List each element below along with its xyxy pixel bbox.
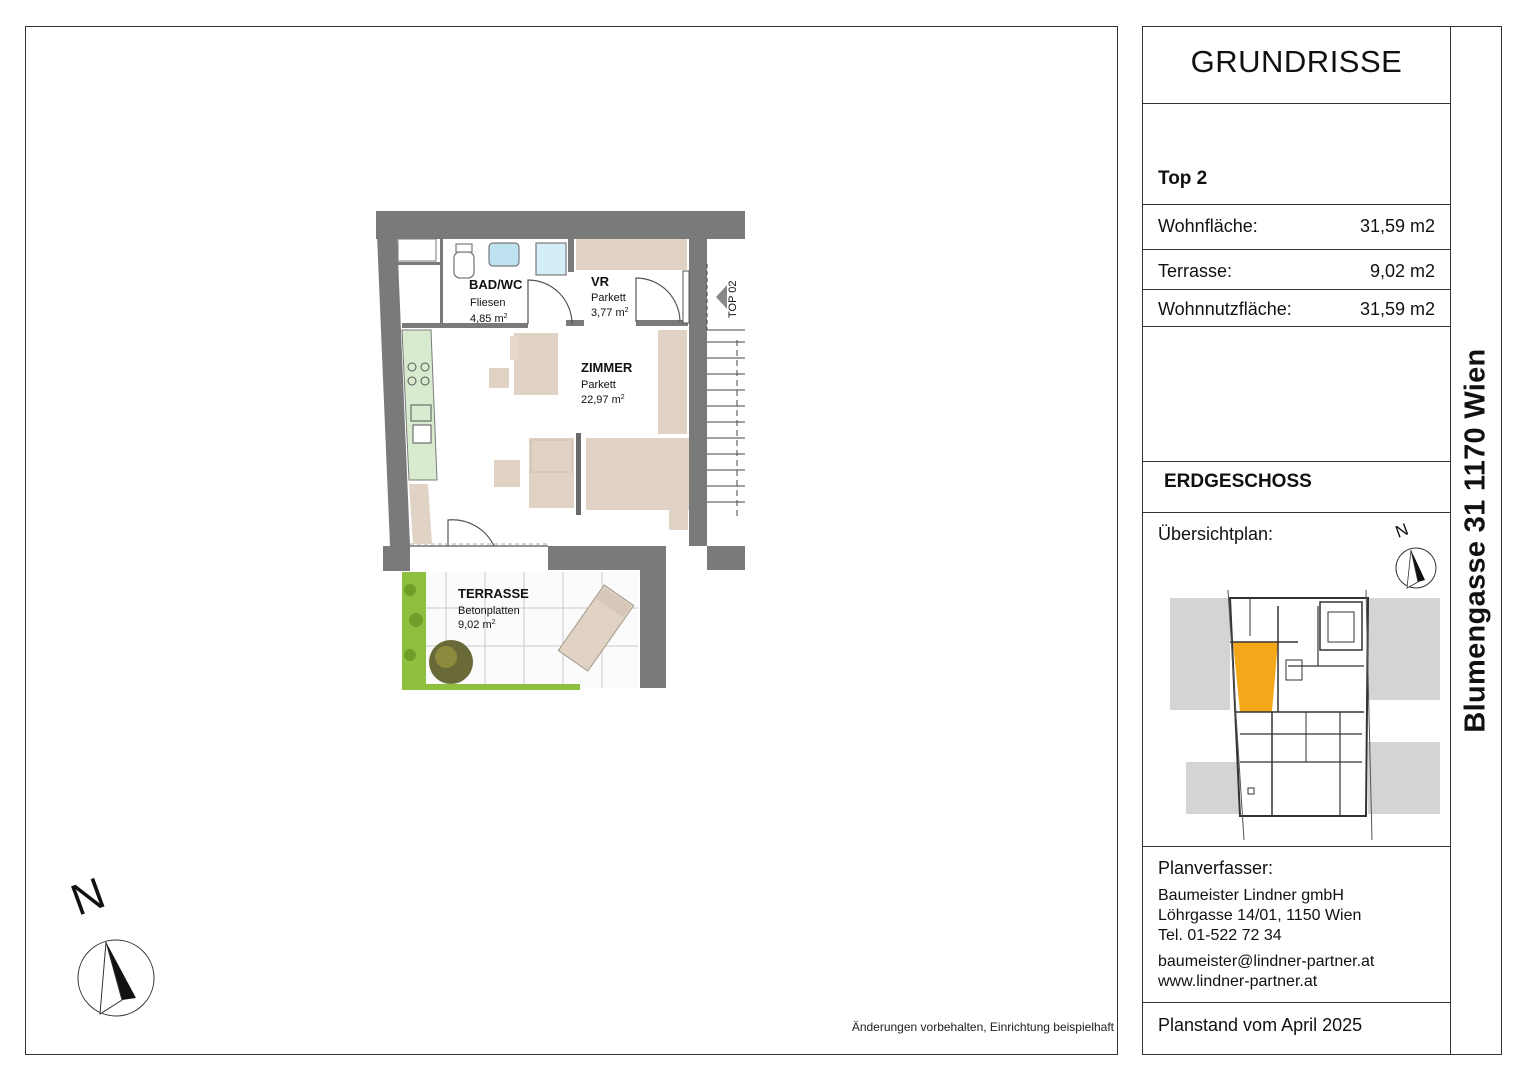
overview-plan — [1168, 516, 1444, 840]
door-terrace — [448, 520, 494, 546]
wardrobe — [576, 239, 687, 270]
wohnflaeche-label: Wohnfläche: — [1158, 216, 1258, 236]
address-label: Blumengasse 31 1170 Wien — [1459, 347, 1492, 733]
author-company: Baumeister Lindner gmbH — [1158, 887, 1344, 904]
author-heading: Planverfasser: — [1158, 858, 1274, 878]
room-wardrobe — [658, 330, 687, 434]
overview-highlight — [1233, 642, 1278, 712]
overview-north-label: N — [1392, 519, 1411, 542]
room-area-zimmer: 22,97 $m^2$ — [581, 394, 625, 406]
wall-right — [689, 239, 707, 546]
room-area-terrasse: 9,02 $m^2$ — [458, 619, 496, 631]
plan-date: Planstand vom April 2025 — [1158, 1015, 1363, 1035]
unit-label: Top 2 — [1158, 168, 1208, 189]
room-label-zimmer: ZIMMER — [581, 360, 633, 375]
wc-icon — [454, 252, 474, 278]
wohnnutzflaeche-label: Wohnnutzfläche: — [1158, 299, 1292, 319]
sofa — [529, 438, 574, 508]
author-website[interactable]: www.lindner-partner.at — [1158, 973, 1318, 990]
author-email[interactable]: baumeister@lindner-partner.at — [1158, 953, 1375, 970]
wall-top — [376, 211, 745, 239]
terrasse-value: 9,02 m2 — [1369, 261, 1435, 281]
shower-icon — [536, 243, 566, 275]
sink-icon — [489, 243, 519, 266]
room-floor-terrasse: Betonplatten — [458, 605, 520, 617]
wall-terrace — [640, 546, 666, 688]
author-address: Löhrgasse 14/01, 1150 Wien — [1158, 907, 1362, 924]
page-title: GRUNDRISSE — [1190, 44, 1403, 79]
top-marker-icon — [716, 285, 727, 309]
dining-table — [514, 333, 558, 395]
floor-plan — [370, 205, 755, 700]
disclaimer: Änderungen vorbehalten, Einrichtung beispielhaft — [851, 1020, 1114, 1034]
room-label-terrasse: TERRASSE — [458, 586, 529, 601]
top-marker-label: TOP 02 — [727, 280, 739, 318]
north-arrow-icon — [64, 868, 160, 1012]
room-label-vr: VR — [591, 274, 610, 289]
room-floor-zimmer: Parkett — [581, 379, 616, 391]
wohnnutzflaeche-value: 31,59 m2 — [1359, 299, 1435, 319]
door-bath — [528, 280, 572, 324]
room-area-vr: 3,77 $m^2$ — [591, 307, 629, 319]
room-floor-vr: Parkett — [591, 292, 626, 304]
door-entry — [636, 278, 680, 322]
bed — [586, 438, 689, 510]
north-label: N — [64, 868, 112, 926]
terrasse-label: Terrasse: — [1158, 261, 1233, 281]
room-area-bad: 4,85 $m^2$ — [470, 313, 508, 325]
floor-label: ERDGESCHOSS — [1164, 471, 1312, 492]
room-label-bad: BAD/WC — [469, 277, 523, 292]
room-floor-bad: Fliesen — [470, 297, 506, 309]
overview-label: Übersichtplan: — [1158, 524, 1274, 544]
author-phone: Tel. 01-522 72 34 — [1158, 927, 1282, 944]
wohnflaeche-value: 31,59 m2 — [1359, 216, 1435, 236]
address-vertical — [1451, 27, 1501, 1053]
